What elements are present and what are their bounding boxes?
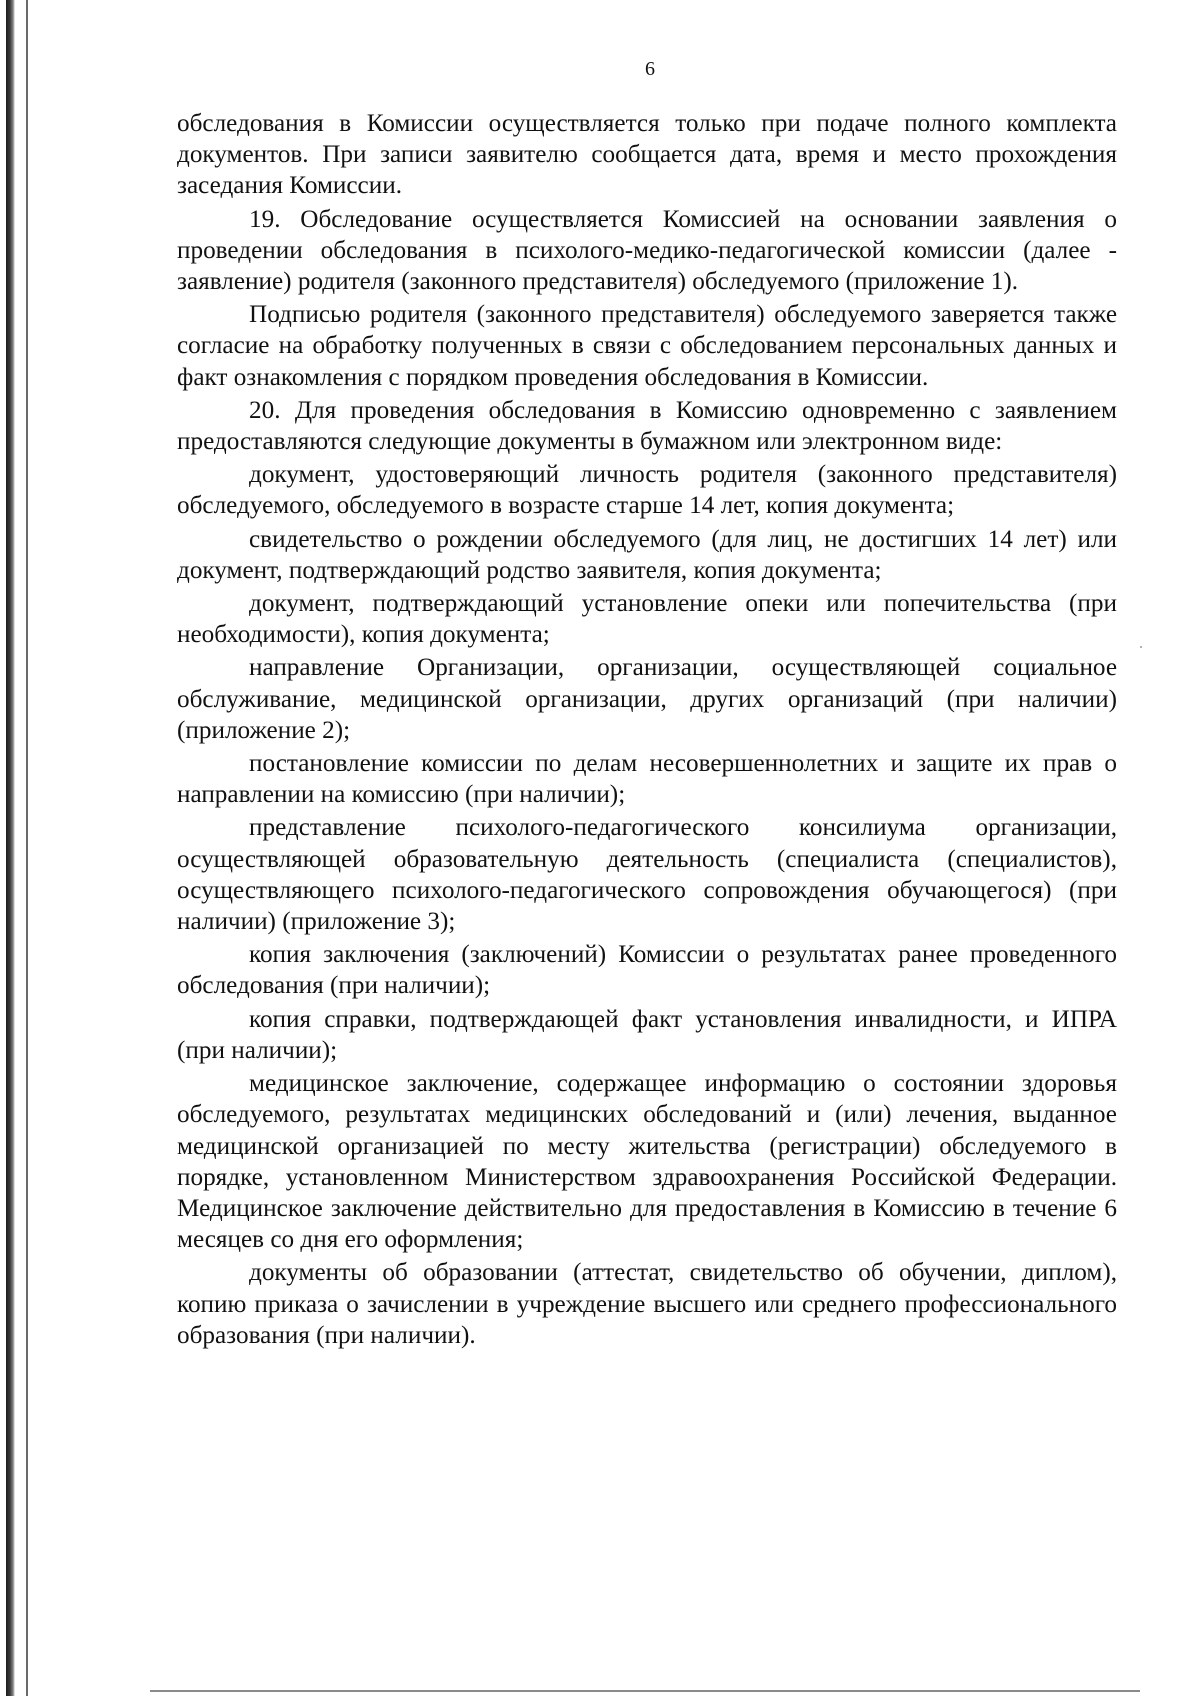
scan-bottom-line [150,1690,1140,1692]
paragraph: свидетельство о рождении обследуемого (для лиц, не достигших 14 лет) или документ, подтверждающий родство заявителя, копия документа; [177,525,1117,584]
paragraph: Подписью родителя (законного представителя) обследуемого заверяется также согласие на обработку полученных в связи с обследованием персональных данных и факт ознакомления с порядком проведения обследования в Комиссии. [177,301,1117,391]
scan-speck [1140,646,1142,648]
page-number: 6 [645,58,655,80]
paragraph: документ, подтверждающий установление опеки или попечительства (при необходимости), копия документа; [177,590,1117,649]
paragraph: представление психолого-педагогического консилиума организации, осуществляющей образовательную деятельность (специалиста (специалистов), осуществляющего психолого-педагогического сопровождения обучающегося) (при наличии) (приложение 3); [177,814,1117,936]
paragraph: документы об образовании (аттестат, свидетельство об обучении, диплом), копию приказа о зачислении в учреждение высшего или среднего профессионального образования (при наличии). [177,1259,1117,1349]
paragraph: 20. Для проведения обследования в Комиссию одновременно с заявлением предоставляются следующие документы в бумажном или электронном виде: [177,396,1117,456]
paragraph: медицинское заключение, содержащее информацию о состоянии здоровья обследуемого, результатах медицинских обследований и (или) лечения, выданное медицинской организацией по месту жительства (регистрации) обследуемого в порядке, установленном Министерством здравоохранения Российской Федерации. Медицинское заключение действительно для предоставления в Комиссию в течение 6 месяцев со дня его оформления; [177,1070,1117,1254]
paragraph: обследования в Комиссии осуществляется только при подаче полного комплекта документов. При записи заявителю сообщается дата, время и место прохождения заседания Комиссии. [177,110,1117,200]
paragraph: копия справки, подтверждающей факт установления инвалидности, и ИПРА (при наличии); [177,1005,1117,1064]
paragraph: постановление комиссии по делам несовершеннолетних и защите их прав о направлении на комиссию (при наличии); [177,750,1117,809]
paragraph: документ, удостоверяющий личность родителя (законного представителя) обследуемого, обследуемого в возрасте старше 14 лет, копия документа; [177,461,1117,520]
scan-left-edge [6,0,15,1696]
paragraph: копия заключения (заключений) Комиссии о результатах ранее проведенного обследования (при наличии); [177,941,1117,1000]
document-body [177,108,1117,1353]
scan-left-line [26,0,28,1696]
paragraph: 19. Обследование осуществляется Комиссией на основании заявления о проведении обследования в психолого-медико-педагогической комиссии (далее - заявление) родителя (законного представителя) обследуемого (приложение 1). [177,205,1117,296]
paragraph: направление Организации, организации, осуществляющей социальное обслуживание, медицинской организации, других организаций (при наличии) (приложение 2); [177,654,1117,744]
